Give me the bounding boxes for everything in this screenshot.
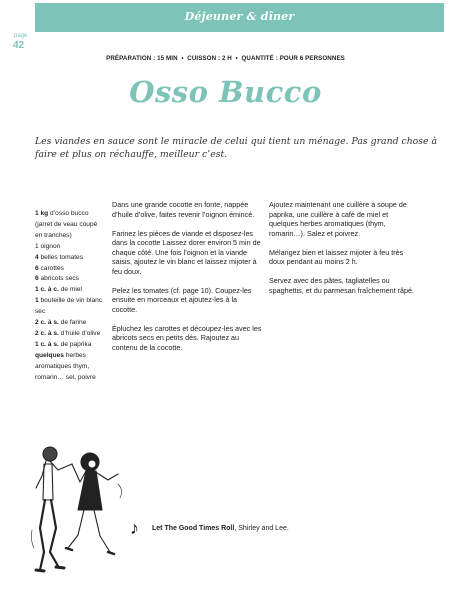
steps-column-1 (112, 200, 262, 362)
ingredient-item: 4 belles tomates (35, 253, 84, 261)
intro-text: Les viandes en sauce sont le miracle de celui qui tient un ménage. Pas grand chose à faire et plus on réchauffe, meilleur c’est. (35, 136, 438, 160)
ingredient-item: 2 c. à s. de farine (35, 319, 87, 327)
prep-time: PRÉPARATION : 15 MIN (106, 55, 178, 62)
ingredient-item: 6 abricots secs (35, 275, 79, 283)
section-title: Déjeuner & dîner (184, 10, 295, 23)
page-number: 42 (13, 40, 25, 51)
ingredient-item: 1 oignon (35, 242, 61, 250)
ingredient-item: quelques herbes aromatiques thym, romarin… sel, poivre (35, 351, 96, 381)
ingredient-item: 1 bouteille de vin blanc sec (35, 297, 103, 316)
recipe-title: Osso Bucco (129, 75, 322, 109)
meta-separator: • (235, 55, 238, 62)
ingredients-list (35, 209, 105, 384)
step-paragraph: Épluchez les carottes et découpez-les avec les abricots secs en petits dés. Rajoutez au contenu de la cocotte. (112, 323, 262, 352)
step-paragraph: Servez avec des pâtes, tagliatelles ou spaghettis, et du parmesan fraîchement râpé. (269, 276, 415, 295)
song-artist: , Shirley and Lee. (234, 525, 289, 532)
ingredient-item: 2 c. à s. d’huile d’olive (35, 329, 101, 337)
dancing-couple-illustration (28, 440, 133, 590)
ingredient-item: 1 c. à s. de paprika (35, 340, 92, 348)
step-paragraph: Mélangez bien et laissez mijoter à feu très doux pendant au moins 2 h. (269, 247, 404, 266)
ingredient-item: 1 kg d’osso bucco (jarret de veau coupé en tranches) (35, 210, 98, 239)
steps-column-2 (269, 200, 419, 305)
step-paragraph: Ajoutez maintenant une cuillère à soupe de paprika, une cuillère à café de miel et quelques herbes aromatiques (thym, romarin…). Salez et poivrez. (269, 200, 407, 238)
step-paragraph: Farinez les pièces de viande et disposez-les dans la cocotte Laissez dorer environ 5 min de chaque côté. Une fois l’oignon et la viande saisis, ajoutez le vin blanc et laissez mijoter à feu doux. (112, 228, 261, 276)
step-paragraph: Pelez les tomates (cf. page 10). Coupez-les ensuite en morceaux et ajoutez-les à la cocotte. (112, 285, 252, 314)
step-paragraph: Dans une grande cocotte en fonte, nappée d’huile d’olive, faites revenir l’oignon émincé. (112, 200, 255, 219)
ingredient-item: 6 carottes (35, 264, 64, 272)
header-band (35, 3, 444, 32)
quantity: QUANTITÉ : POUR 6 PERSONNES (241, 55, 345, 62)
song-credit (152, 525, 289, 532)
cook-time: CUISSON : 2 H (187, 55, 232, 62)
page-label: page (14, 33, 28, 39)
recipe-meta (0, 55, 451, 62)
meta-separator: • (181, 55, 184, 62)
ingredient-item: 1 c. à c. de miel (35, 286, 82, 294)
song-title: Let The Good Times Roll (152, 525, 235, 532)
music-note-icon: ♪ (130, 518, 139, 538)
